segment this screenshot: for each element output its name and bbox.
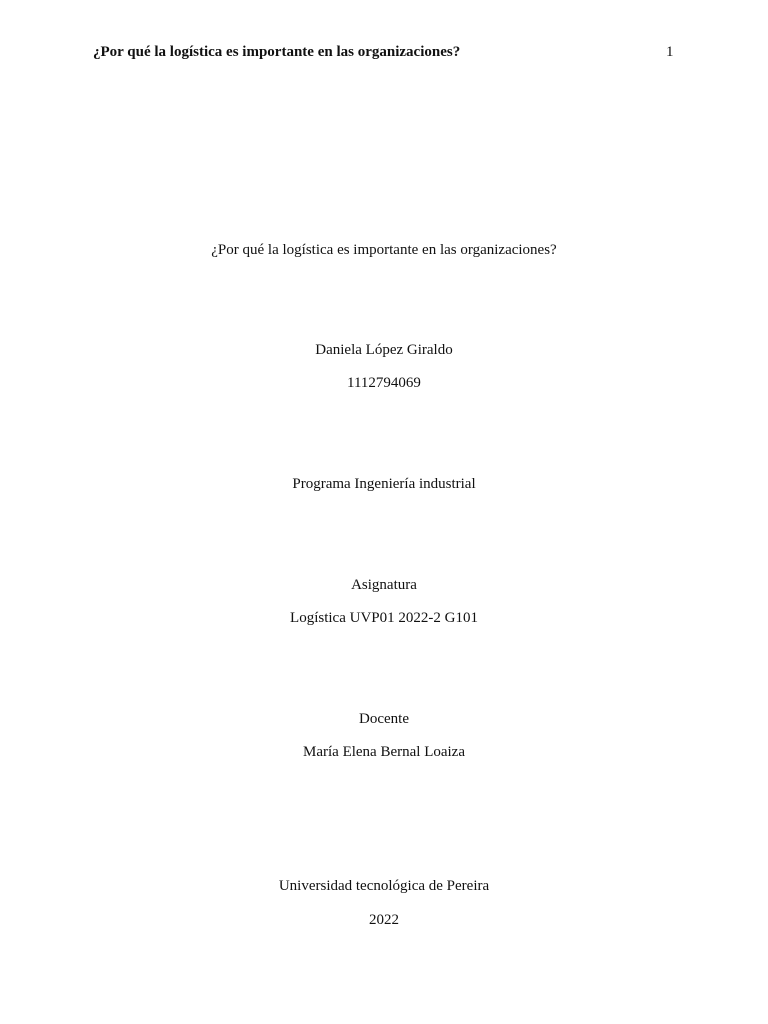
subject-name: Logística UVP01 2022-2 G101 — [290, 610, 478, 626]
document-title: ¿Por qué la logística es importante en las organizaciones? — [211, 242, 557, 258]
year: 2022 — [369, 912, 399, 928]
teacher-name: María Elena Bernal Loaiza — [303, 744, 465, 760]
institution-name: Universidad tecnológica de Pereira — [278, 878, 490, 894]
program-name: Programa Ingeniería industrial — [292, 476, 476, 492]
author-name: Daniela López Giraldo — [315, 342, 453, 358]
teacher-label: Docente — [359, 711, 409, 727]
subject-label: Asignatura — [351, 577, 417, 593]
student-id: 1112794069 — [347, 375, 421, 391]
running-head: ¿Por qué la logística es importante en las organizaciones? — [93, 44, 461, 60]
page-number: 1 — [666, 44, 674, 60]
